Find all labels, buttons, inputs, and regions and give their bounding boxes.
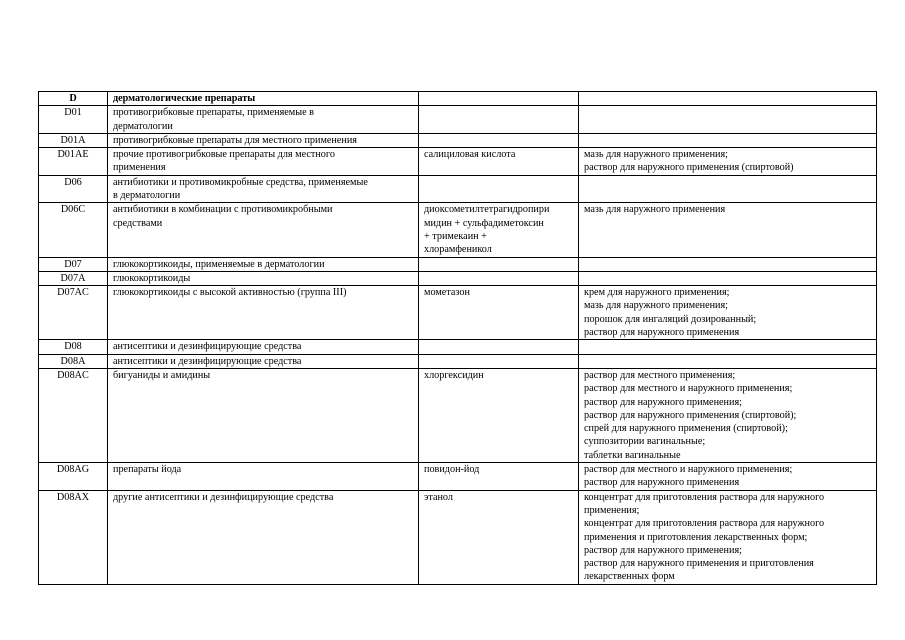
substance-line: салициловая кислота <box>424 149 516 161</box>
group-name-cell <box>108 133 419 147</box>
group-name-line: антисептики и дезинфицирующие средства <box>113 341 302 353</box>
group-name-cell <box>108 203 419 257</box>
table-row <box>39 463 877 491</box>
dosage-forms-line: раствор для наружного применения <box>584 327 740 339</box>
group-name-line: глюкокортикоиды с высокой активностью (группа III) <box>113 287 347 299</box>
group-name-cell <box>108 368 419 462</box>
table-row <box>39 354 877 368</box>
group-name-line: дерматологии <box>113 120 173 132</box>
substance-line: хлоргексидин <box>424 369 484 381</box>
dosage-forms-line: применения и приготовления лекарственных форм; <box>584 531 808 543</box>
dosage-forms-line: лекарственных форм <box>584 571 675 583</box>
substance-line: этанол <box>424 491 453 503</box>
table-row <box>39 175 877 203</box>
substance-cell <box>419 368 579 462</box>
dosage-forms-line: мазь для наружного применения; <box>584 300 729 312</box>
substance-cell <box>419 203 579 257</box>
atc-code-cell: D08 <box>39 340 108 354</box>
substance-cell <box>419 286 579 340</box>
dosage-forms-line: раствор для местного и наружного применения; <box>584 464 793 476</box>
dosage-forms-cell <box>579 463 877 491</box>
group-name-cell <box>108 175 419 203</box>
substance-cell <box>419 133 579 147</box>
atc-code-cell: D01AE <box>39 148 108 176</box>
group-name-cell <box>108 148 419 176</box>
substance-cell <box>419 354 579 368</box>
dosage-forms-line: мазь для наружного применения; <box>584 149 729 161</box>
atc-code-cell: D01A <box>39 133 108 147</box>
group-name-cell <box>108 271 419 285</box>
group-name-line: антибиотики и противомикробные средства, применяемые <box>113 176 368 188</box>
dosage-forms-line: порошок для ингаляций дозированный; <box>584 313 757 325</box>
drug-classification-table <box>38 91 877 585</box>
table-row <box>39 286 877 340</box>
dosage-forms-line: раствор для местного и наружного применения; <box>584 383 793 395</box>
dosage-forms-cell <box>579 203 877 257</box>
group-name-line: другие антисептики и дезинфицирующие средства <box>113 491 334 503</box>
group-name-line: бигуаниды и амидины <box>113 369 211 381</box>
group-name-line: средствами <box>113 217 163 229</box>
substance-line: мометазон <box>424 287 470 299</box>
table-row <box>39 257 877 271</box>
dosage-forms-cell <box>579 340 877 354</box>
group-name-line: применения <box>113 162 166 174</box>
table-row <box>39 368 877 462</box>
group-name-line: антисептики и дезинфицирующие средства <box>113 355 302 367</box>
substance-cell <box>419 106 579 134</box>
group-name-line: препараты йода <box>113 464 182 476</box>
dosage-forms-cell <box>579 148 877 176</box>
group-name-cell <box>108 490 419 584</box>
substance-cell <box>419 257 579 271</box>
dosage-forms-line: раствор для наружного применения и приготовления <box>584 558 814 570</box>
dosage-forms-line: раствор для наружного применения (спиртовой) <box>584 162 794 174</box>
dosage-forms-line: раствор для наружного применения; <box>584 544 742 556</box>
dosage-forms-line: раствор для наружного применения; <box>584 396 742 408</box>
group-name-cell <box>108 286 419 340</box>
table-row <box>39 490 877 584</box>
atc-code-cell: D07AC <box>39 286 108 340</box>
group-name-cell <box>108 340 419 354</box>
substance-cell <box>419 490 579 584</box>
dosage-forms-line: таблетки вагинальные <box>584 449 681 461</box>
dosage-forms-line: применения; <box>584 504 640 516</box>
group-name-line: глюкокортикоиды <box>113 272 191 284</box>
dosage-forms-cell <box>579 271 877 285</box>
table-row <box>39 106 877 134</box>
group-name-cell <box>108 106 419 134</box>
dosage-forms-line: крем для наружного применения; <box>584 287 730 299</box>
dosage-forms-cell <box>579 106 877 134</box>
group-name-cell <box>108 354 419 368</box>
dosage-forms-cell <box>579 490 877 584</box>
group-name-line: антибиотики в комбинации с противомикробными <box>113 204 333 216</box>
atc-code-cell: D07 <box>39 257 108 271</box>
group-name-line: в дерматологии <box>113 190 181 202</box>
dosage-forms-line: раствор для наружного применения (спиртовой); <box>584 409 797 421</box>
substance-line: + тримекаин + <box>424 230 487 242</box>
substance-line: повидон-йод <box>424 464 480 476</box>
table-body <box>39 92 877 585</box>
dosage-forms-line: концентрат для приготовления раствора для наружного <box>584 491 825 503</box>
table-row <box>39 340 877 354</box>
atc-code-cell: D08AX <box>39 490 108 584</box>
dosage-forms-line: раствор для местного применения; <box>584 369 736 381</box>
group-name-cell <box>108 463 419 491</box>
substance-cell <box>419 148 579 176</box>
substance-line: хлорамфеникол <box>424 244 492 256</box>
dosage-forms-cell <box>579 133 877 147</box>
atc-code-cell: D08AC <box>39 368 108 462</box>
group-name-line: прочие противогрибковые препараты для местного <box>113 149 335 161</box>
atc-code-cell: D08AG <box>39 463 108 491</box>
dosage-forms-cell <box>579 368 877 462</box>
table-row <box>39 271 877 285</box>
dosage-forms-cell <box>579 286 877 340</box>
dosage-forms-line: спрей для наружного применения (спиртовой); <box>584 423 788 435</box>
substance-line: мидин + сульфадиметоксин <box>424 217 544 229</box>
group-name-line: глюкокортикоиды, применяемые в дерматологии <box>113 258 325 270</box>
substance-cell <box>419 340 579 354</box>
group-name-line: дерматологические препараты <box>113 93 256 104</box>
dosage-forms-cell <box>579 354 877 368</box>
group-name-line: противогрибковые препараты, применяемые в <box>113 107 314 119</box>
table-row <box>39 92 877 106</box>
group-name-cell <box>108 92 419 106</box>
dosage-forms-cell <box>579 257 877 271</box>
atc-code-cell: D07A <box>39 271 108 285</box>
table-row <box>39 203 877 257</box>
substance-cell <box>419 175 579 203</box>
dosage-forms-cell <box>579 175 877 203</box>
atc-code-cell: D01 <box>39 106 108 134</box>
substance-cell <box>419 271 579 285</box>
group-name-line: противогрибковые препараты для местного применения <box>113 134 357 146</box>
atc-code-cell: D <box>39 92 108 106</box>
atc-code-cell: D08A <box>39 354 108 368</box>
table-row <box>39 133 877 147</box>
substance-cell <box>419 463 579 491</box>
atc-code-cell: D06 <box>39 175 108 203</box>
dosage-forms-line: раствор для наружного применения <box>584 477 740 489</box>
atc-code-cell: D06C <box>39 203 108 257</box>
dosage-forms-cell <box>579 92 877 106</box>
dosage-forms-line: мазь для наружного применения <box>584 204 726 216</box>
dosage-forms-line: концентрат для приготовления раствора для наружного <box>584 518 825 530</box>
group-name-cell <box>108 257 419 271</box>
dosage-forms-line: суппозитории вагинальные; <box>584 436 706 448</box>
table-row <box>39 148 877 176</box>
substance-line: диоксометилтетрагидропири <box>424 204 550 216</box>
substance-cell <box>419 92 579 106</box>
